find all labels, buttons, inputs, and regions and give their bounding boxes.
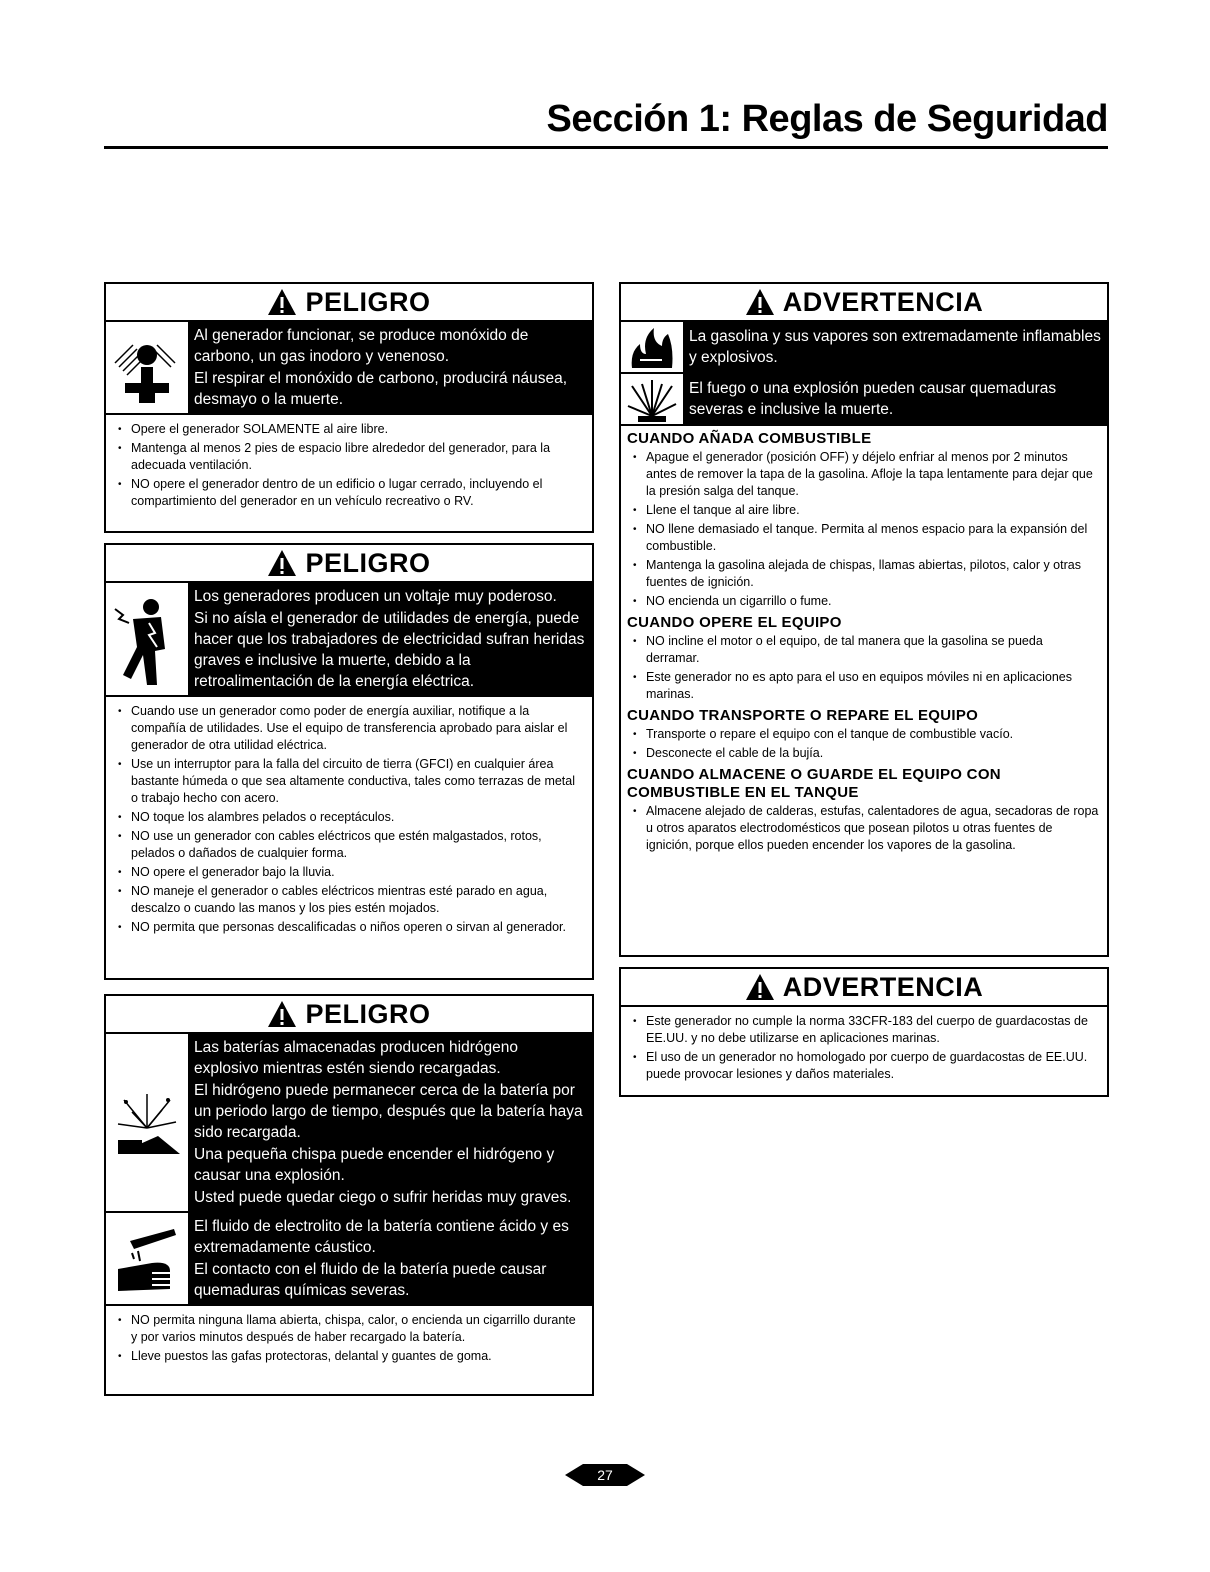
hazard-line: Al generador funcionar, se produce monóxido de carbono, un gas inodoro y venenoso. (194, 327, 529, 365)
hazard-panel (106, 583, 592, 697)
section-heading: CUANDO OPERE EL EQUIPO (627, 614, 842, 631)
list-item: • NO maneje el generador o cables eléctricos mientras esté parado en agua, descalzo o cuando las manos y los pies estén mojados. (118, 883, 584, 917)
list-item: • El uso de un generador no homologado por cuerpo de guardacostas de EE.UU. puede provocar lesiones y daños materiales. (633, 1049, 1099, 1083)
list-item: • Este generador no es apto para el uso en equipos móviles ni en aplicaciones marinas. (633, 669, 1099, 703)
list-item: • Este generador no cumple la norma 33CFR-183 del cuerpo de guardacostas de EE.UU. y no debe utilizarse en aplicaciones marinas. (633, 1013, 1099, 1047)
bullet-list (106, 697, 592, 944)
hazard-panel (106, 1213, 592, 1306)
box-header (621, 284, 1107, 322)
page-title: Sección 1: Reglas de Seguridad (546, 98, 1108, 140)
warning-triangle-icon (745, 973, 775, 1001)
title-divider (104, 146, 1108, 149)
list-item: • Cuando use un generador como poder de energía auxiliar, notifique a la compañía de utilidades. Use el equipo de transferencia aprobado para aislar el generador de otra utilidad eléctrica. (118, 703, 584, 754)
list-item: • NO permita que personas descalificadas o niños operen o sirvan al generador. (118, 919, 584, 936)
warning-triangle-icon (267, 1000, 297, 1028)
hazard-line: El fuego o una explosión pueden causar quemaduras severas e inclusive la muerte. (689, 380, 1057, 418)
danger-box-carbon-monoxide (104, 282, 594, 533)
carbon-monoxide-icon (106, 322, 188, 413)
hazard-line: Una pequeña chispa puede encender el hidrógeno y causar una explosión. (194, 1146, 555, 1184)
box-header (621, 969, 1107, 1007)
box-header-label: ADVERTENCIA (782, 286, 984, 317)
list-item: • Mantenga la gasolina alejada de chispas, llamas abiertas, pilotos, calor y otras fuentes de ignición. (633, 557, 1099, 591)
hazard-text (188, 1213, 592, 1304)
bullet-list (621, 1007, 1107, 1091)
list-item: • Lleve puestos las gafas protectoras, delantal y guantes de goma. (118, 1348, 584, 1365)
electric-shock-icon (106, 583, 188, 695)
explosion-burst-icon (621, 374, 683, 424)
page-number: 27 (597, 1467, 613, 1483)
list-item: • NO incline el motor o el equipo, de tal manera que la gasolina se pueda derramar. (633, 633, 1099, 667)
bullet-list (106, 415, 592, 518)
list-item: • NO encienda un cigarrillo o fume. (633, 593, 1099, 610)
explosion-icon (106, 1034, 188, 1211)
hazard-text (188, 322, 592, 413)
box-header (106, 284, 592, 322)
list-item: • NO toque los alambres pelados o receptáculos. (118, 809, 584, 826)
hazard-line: El hidrógeno puede permanecer cerca de la batería por un periodo largo de tiempo, después que la batería haya sido recargada. (194, 1082, 583, 1141)
hazard-line: El respirar el monóxido de carbono, producirá náusea, desmayo o la muerte. (194, 370, 568, 408)
box-header-label: PELIGRO (305, 547, 431, 578)
hazard-panel (106, 1034, 592, 1213)
list-item: • Opere el generador SOLAMENTE al aire libre. (118, 421, 584, 438)
hazard-line: Usted puede quedar ciego o sufrir heridas muy graves. (194, 1189, 572, 1206)
fire-icon (621, 322, 683, 372)
hazard-text (188, 583, 592, 695)
hazard-text (683, 374, 1107, 424)
warning-triangle-icon (267, 288, 297, 316)
list-item: • NO use un generador con cables eléctricos que estén malgastados, rotos, pelados o dañados de cualquier forma. (118, 828, 584, 862)
list-item: • Desconecte el cable de la bujía. (633, 745, 1099, 762)
danger-box-electric (104, 543, 594, 980)
hazard-text (188, 1034, 592, 1211)
list-item: • NO opere el generador bajo la lluvia. (118, 864, 584, 881)
box-header-label: ADVERTENCIA (782, 971, 984, 1002)
list-item: • Apague el generador (posición OFF) y déjelo enfriar al menos por 2 minutos antes de remover la tapa de la gasolina. Afloje la tapa lentamente para dejar que la presión salga del tanque. (633, 449, 1099, 500)
warning-box-marine (619, 967, 1109, 1097)
section-heading: CUANDO AÑADA COMBUSTIBLE (627, 430, 872, 447)
bullet-list (621, 803, 1107, 854)
warning-box-fuel (619, 282, 1109, 957)
bullet-list (621, 449, 1107, 610)
corrosive-icon (106, 1213, 188, 1304)
bullet-list (621, 633, 1107, 703)
box-header-label: PELIGRO (305, 286, 431, 317)
list-item: • Mantenga al menos 2 pies de espacio libre alrededor del generador, para la adecuada ventilación. (118, 440, 584, 474)
list-item: • Transporte o repare el equipo con el tanque de combustible vacío. (633, 726, 1099, 743)
section-heading: CUANDO TRANSPORTE O REPARE EL EQUIPO (627, 707, 979, 724)
hazard-line: Los generadores producen un voltaje muy poderoso. (194, 588, 557, 605)
danger-box-battery (104, 994, 594, 1396)
box-header-label: PELIGRO (305, 998, 431, 1029)
bullet-list (621, 726, 1107, 762)
page-number-badge (565, 1460, 645, 1490)
warning-triangle-icon (745, 288, 775, 316)
box-header (106, 996, 592, 1034)
hazard-line: La gasolina y sus vapores son extremadamente inflamables y explosivos. (689, 328, 1101, 366)
list-item: • Use un interruptor para la falla del circuito de tierra (GFCI) en cualquier área bastante húmeda o que sea altamente conductiva, tales como terrazas de metal o trabajo hecho con acero. (118, 756, 584, 807)
list-item: • Almacene alejado de calderas, estufas, calentadores de agua, secadoras de ropa u otros aparatos electrodomésticos que posean pilotos u otras fuentes de ignición, porque ellos pueden encender los vapores de la gasolina. (633, 803, 1099, 854)
hazard-panel (106, 322, 592, 415)
hazard-panel (621, 322, 1107, 374)
hazard-line: Las baterías almacenadas producen hidrógeno explosivo mientras estén siendo recargadas. (194, 1039, 519, 1077)
hazard-line: Si no aísla el generador de utilidades de energía, puede hacer que los trabajadores de electricidad sufran heridas graves e inclusive la muerte, debido a la retroalimentación de la energía eléctrica. (194, 610, 585, 690)
hazard-line: El contacto con el fluido de la batería puede causar quemaduras químicas severas. (194, 1261, 547, 1299)
section-heading: CUANDO ALMACENE O GUARDE EL EQUIPO CON COMBUSTIBLE EN EL TANQUE (627, 766, 1001, 801)
bullet-list (106, 1306, 592, 1373)
box-header (106, 545, 592, 583)
hazard-text (683, 322, 1107, 372)
warning-triangle-icon (267, 549, 297, 577)
hazard-panel (621, 374, 1107, 426)
list-item: • NO opere el generador dentro de un edificio o lugar cerrado, incluyendo el compartimiento del generador en un vehículo recreativo o RV. (118, 476, 584, 510)
list-item: • NO llene demasiado el tanque. Permita al menos espacio para la expansión del combustible. (633, 521, 1099, 555)
hazard-line: El fluido de electrolito de la batería contiene ácido y es extremadamente cáustico. (194, 1218, 569, 1256)
list-item: • NO permita ninguna llama abierta, chispa, calor, o encienda un cigarrillo durante y por varios minutos después de haber recargado la batería. (118, 1312, 584, 1346)
list-item: • Llene el tanque al aire libre. (633, 502, 1099, 519)
